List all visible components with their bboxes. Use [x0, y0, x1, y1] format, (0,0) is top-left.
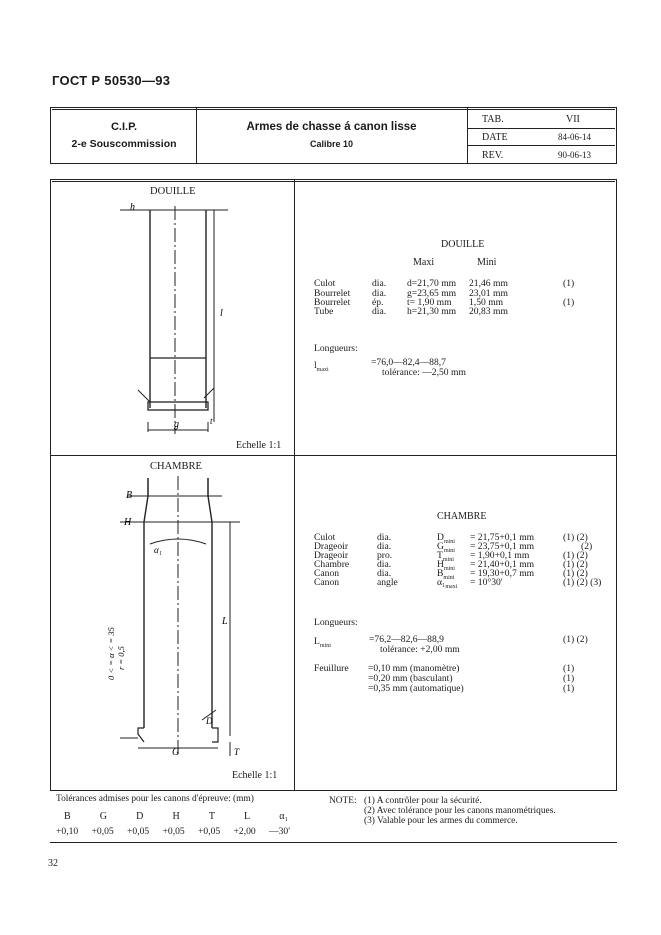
chambre-row-value: = 1,90+0,1 mm — [470, 550, 530, 561]
chambre-row-kind: dia. — [377, 568, 392, 579]
chambre-row-name: Drageoir — [314, 541, 349, 552]
feuillure-value: =0,10 mm (manomètre) — [368, 663, 460, 674]
chambre-row-sym: $H_{mini}$ — [437, 559, 455, 572]
douille-label-h: h — [130, 202, 135, 213]
header-double-line — [52, 109, 615, 110]
douille-scale: Echelle 1:1 — [236, 440, 282, 451]
header-table-line-1 — [467, 128, 615, 129]
chambre-row-kind: dia. — [377, 532, 392, 543]
date-value: 84-06-14 — [558, 132, 591, 142]
douille-length-value: =76,0—82,4—88,7 — [371, 357, 446, 368]
douille-row-kind: dia. — [372, 288, 387, 299]
chambre-row-value: = 21,75+0,1 mm — [470, 532, 535, 543]
header-divider-1 — [196, 107, 197, 164]
chambre-row-kind: dia. — [377, 559, 392, 570]
chambre-row-notes: (1) (2) — [563, 559, 588, 570]
chambre-length-label: $L_{mini}$ — [314, 636, 331, 649]
feuillure-value: =0,35 mm (automatique) — [368, 683, 464, 694]
douille-drawing — [110, 196, 240, 446]
tolerances-value-row — [56, 826, 290, 837]
chambre-row-sym: $G_{mini}$ — [437, 541, 455, 554]
douille-row-kind: dia. — [372, 278, 387, 289]
douille-length-label: $l_{maxi}$ — [314, 360, 329, 373]
chambre-row-name: Culot — [314, 532, 336, 543]
tolerance-header: G — [99, 811, 108, 822]
douille-section-title: DOUILLE — [441, 239, 485, 250]
date-label: DATE — [482, 132, 508, 143]
main-double-line — [52, 181, 615, 182]
chambre-label-alpha: α₁ — [154, 545, 162, 555]
chambre-row-notes: (1) (2) — [563, 550, 588, 561]
tolerances-title: Tolérances admises pour les canons d'épreuve: (mm) — [56, 794, 254, 804]
chambre-row-notes: (1) (2) — [563, 532, 588, 543]
douille-row-mini: 21,46 mm — [469, 278, 508, 289]
douille-row-note: (1) — [563, 297, 575, 308]
douille-length-tolerance: tolérance: —2,50 mm — [382, 367, 466, 378]
tolerance-value: +0,05 — [198, 826, 221, 837]
chambre-row-name: Canon — [314, 568, 340, 579]
rev-label: REV. — [482, 150, 504, 161]
chambre-label-G: G — [172, 747, 180, 758]
tolerances-header-row — [64, 811, 288, 822]
rev-value: 90-06-13 — [558, 150, 591, 160]
feuillure-note: (1) — [563, 673, 575, 684]
tolerance-value: +0,10 — [56, 826, 79, 837]
douille-row-name: Tube — [314, 306, 334, 317]
tab-value: VII — [566, 114, 580, 125]
chambre-label-H: H — [124, 517, 132, 528]
bottom-rule — [50, 842, 617, 843]
tolerance-header: H — [172, 811, 180, 822]
chambre-row-kind: dia. — [377, 541, 392, 552]
chambre-row-notes: (2) — [581, 541, 593, 552]
note-item: (3) Valable pour les armes du commerce. — [364, 816, 518, 826]
chambre-row-sym: $D_{mini}$ — [437, 532, 455, 545]
tolerance-value: —30' — [269, 826, 290, 837]
chambre-row-sym: $B_{mini}$ — [437, 568, 455, 581]
douille-row-mini: 1,50 mm — [469, 297, 504, 308]
tab-label: TAB. — [482, 114, 504, 125]
chambre-row-sym: $\alpha_1_{maxi}$ — [437, 577, 458, 590]
main-vertical-divider — [294, 179, 295, 791]
douille-row-note: (1) — [563, 278, 575, 289]
douille-row-name: Culot — [314, 278, 336, 289]
chambre-drawing-title: CHAMBRE — [150, 461, 202, 472]
feuillure-value: =0,20 mm (basculant) — [368, 673, 453, 684]
chambre-scale: Echelle 1:1 — [232, 770, 278, 781]
douille-row-maxi: t= 1,90 mm — [407, 297, 452, 308]
tolerance-header: α₁ — [279, 811, 288, 822]
tolerance-header: B — [64, 811, 71, 822]
douille-row-maxi: d=21,70 mm — [407, 278, 457, 289]
chambre-row-value: = 19,30+0,7 mm — [470, 568, 535, 579]
douille-row-kind: dia. — [372, 306, 387, 317]
main-horizontal-divider — [50, 455, 617, 456]
chambre-lengths-title: Longueurs: — [314, 617, 358, 628]
chambre-label-T: T — [234, 747, 240, 757]
chambre-row-name: Canon — [314, 577, 340, 588]
douille-row-name: Bourrelet — [314, 297, 351, 308]
douille-row-kind: ép. — [372, 297, 384, 308]
chambre-length-notes: (1) (2) — [563, 634, 588, 645]
header-divider-2 — [467, 107, 468, 164]
note-item: (1) A contrôler pour la sécurité. — [364, 796, 482, 806]
feuillure-note: (1) — [563, 683, 575, 694]
chambre-row-value: = 10°30' — [470, 577, 503, 588]
tolerance-header: D — [136, 811, 144, 822]
tolerance-header: T — [208, 811, 215, 822]
chambre-side-label-1: 0 < = α < = 35 — [106, 627, 116, 680]
douille-row-name: Bourrelet — [314, 288, 351, 299]
tolerance-value: +0,05 — [162, 826, 185, 837]
header-title: Armes de chasse á canon lisse — [246, 121, 417, 133]
chambre-label-B: B — [126, 490, 133, 501]
chambre-row-kind: angle — [377, 577, 398, 588]
chambre-row-kind: pro. — [377, 550, 393, 561]
douille-label-l: l — [220, 308, 223, 319]
header-table-line-2 — [467, 145, 615, 146]
chambre-row-name: Drageoir — [314, 550, 349, 561]
chambre-row-value: = 23,75+0,1 mm — [470, 541, 535, 552]
chambre-label-L: L — [222, 616, 228, 627]
header-subtitle: Calibre 10 — [309, 139, 354, 149]
douille-col-mini: Mini — [477, 257, 497, 268]
chambre-row-notes: (1) (2) — [563, 568, 588, 579]
tolerance-value: +2,00 — [233, 826, 256, 837]
douille-row-mini: 20,83 mm — [469, 306, 508, 317]
feuillure-label: Feuillure — [314, 663, 349, 674]
chambre-section-title: CHAMBRE — [437, 511, 487, 522]
chambre-row-name: Chambre — [314, 559, 350, 570]
page-number: 32 — [48, 858, 58, 869]
douille-row-maxi: g=23,65 mm — [407, 288, 457, 299]
tolerance-value: +0,05 — [91, 826, 114, 837]
douille-row-mini: 23,01 mm — [469, 288, 508, 299]
chambre-row-notes: (1) (2) (3) — [563, 577, 602, 588]
chambre-side-label-2: r = 0,5 — [116, 646, 126, 670]
douille-row-maxi: h=21,30 mm — [407, 306, 457, 317]
notes-label: NOTE: — [329, 796, 357, 806]
chambre-row-sym: $T_{mini}$ — [437, 550, 454, 563]
douille-drawing-title: DOUILLE — [150, 186, 196, 197]
header-box — [50, 107, 617, 164]
douille-label-t: t — [210, 416, 213, 426]
chambre-drawing — [80, 474, 250, 764]
chambre-row-value: = 21,40+0,1 mm — [470, 559, 535, 570]
douille-label-g: g — [174, 419, 179, 430]
standard-number: ГОСТ Р 50530—93 — [52, 73, 171, 88]
chambre-length-tolerance: tolérance: +2,00 mm — [380, 644, 460, 655]
header-subcommission: 2-e Souscommission — [71, 138, 177, 150]
douille-lengths-title: Longueurs: — [314, 343, 358, 354]
douille-col-maxi: Maxi — [413, 257, 435, 268]
note-item: (2) Avec tolérance pour les canons manométriques. — [364, 806, 556, 816]
tolerance-value: +0,05 — [127, 826, 150, 837]
chambre-length-value: =76,2—82,6—88,9 — [369, 634, 444, 645]
header-org: C.I.P. — [110, 121, 138, 133]
chambre-label-D: D — [206, 716, 213, 726]
feuillure-note: (1) — [563, 663, 575, 674]
tolerance-header: L — [244, 811, 251, 822]
